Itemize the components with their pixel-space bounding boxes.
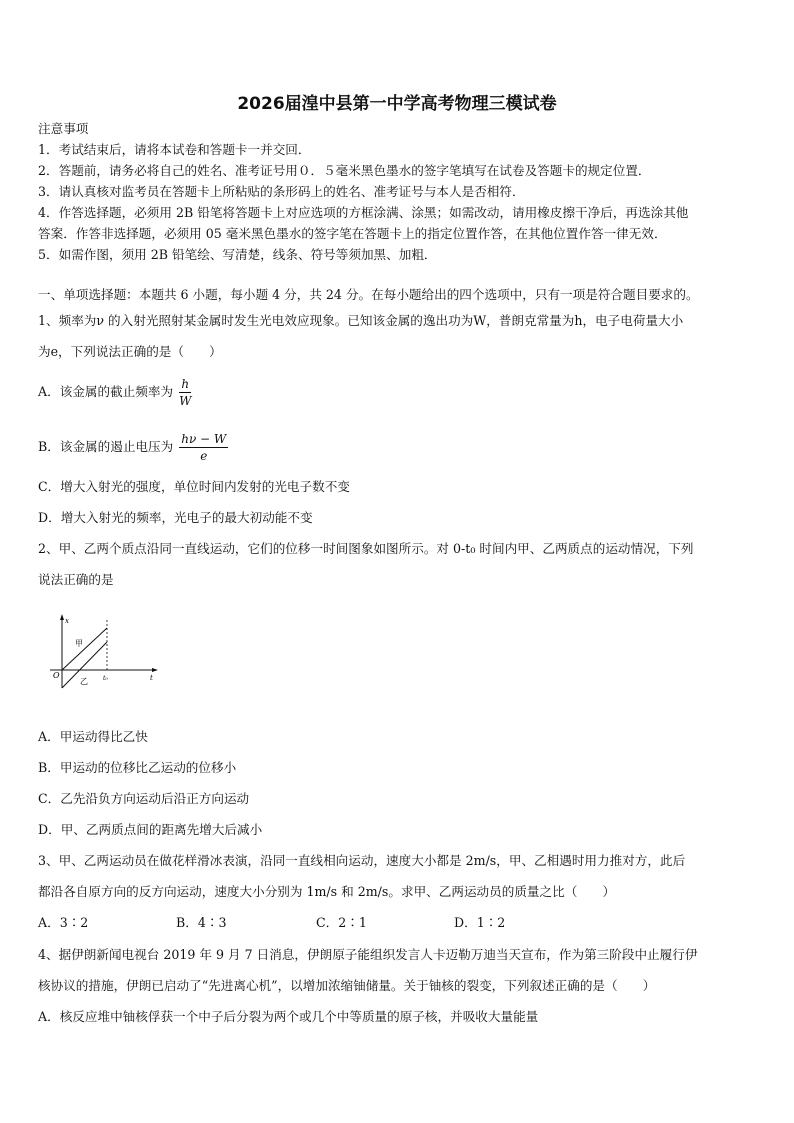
question-3-option-d: D．1∶2 [454, 915, 506, 930]
question-1-option-c: C．增大入射光的强度，单位时间内发射的光电子数不变 [38, 479, 350, 494]
fraction [179, 377, 191, 408]
position-time-graph [40, 612, 160, 692]
notice-item: 4．作答选择题，必须用 2B 铅笔将答题卡上对应选项的方框涂满、涂黑；如需改动，请用橡皮擦干净后，再选涂其他 [38, 205, 689, 220]
question-2-option-d: D．甲、乙两质点间的距离先增大后减小 [38, 822, 263, 837]
notice-heading: 注意事项 [38, 121, 89, 136]
question-3-option-a: A．3∶2 [38, 915, 89, 930]
y-axis-arrow [60, 614, 64, 620]
fraction-numerator: hν − W [181, 432, 227, 446]
fraction-denominator: e [200, 449, 208, 463]
question-3-option-c: C．2∶1 [316, 915, 367, 930]
origin-label: O [53, 671, 60, 680]
question-1-option-b [38, 432, 228, 463]
question-4-stem-cont: 核协议的措施，伊朗已启动了“先进离心机”，以增加浓缩铀储量。关于铀核的裂变，下列叙述正确的是（ ） [38, 978, 656, 993]
option-text: A．该金属的截止频率为 [38, 384, 174, 399]
notice-item: 5．如需作图，须用 2B 铅笔绘、写清楚，线条、符号等须加黑、加粗． [38, 247, 437, 262]
notice-item: 答案．作答非选择题，必须用 05 毫米黑色墨水的签字笔在答题卡上的指定位置作答，在其他位置作答一律无效． [38, 226, 667, 241]
page-title: 2026届湟中县第一中学高考物理三模试卷 [237, 94, 557, 114]
fraction-denominator: W [179, 394, 192, 408]
option-text: B．该金属的遏止电压为 [38, 439, 174, 454]
line-yi-label: 乙 [80, 677, 88, 686]
t0-label: t₀ [103, 675, 108, 682]
question-1-stem: 1、频率为ν 的入射光照射某金属时发生光电效应现象。已知该金属的逸出功为W，普朗克常量为h，电子电荷量大小 [38, 313, 684, 328]
question-2-option-c: C．乙先沿负方向运动后沿正方向运动 [38, 791, 250, 806]
question-3-option-b: B．4∶3 [176, 915, 227, 930]
question-3-stem: 3、甲、乙两运动员在做花样滑冰表演，沿同一直线相向运动，速度大小都是 2m/s，甲、乙相遇时用力推对方，此后 [38, 853, 686, 868]
question-2-option-a: A．甲运动得比乙快 [38, 729, 148, 744]
fraction [179, 432, 228, 463]
notice-item: 3．请认真核对监考员在答题卡上所粘贴的条形码上的姓名、准考证号与本人是否相符． [38, 184, 525, 199]
question-1-option-a [38, 377, 191, 408]
question-2-stem: 2、甲、乙两个质点沿同一直线运动，它们的位移一时间图象如图所示。对 0-t₀ 时间内甲、乙两质点的运动情况，下列 [38, 541, 694, 556]
question-2-stem-cont: 说法正确的是 [38, 572, 114, 587]
notice-item: 1．考试结束后，请将本试卷和答题卡一并交回． [38, 142, 311, 157]
question-1-stem-cont: 为e，下列说法正确的是（ ） [38, 344, 222, 359]
notice-item: 2．答题前，请务必将自己的姓名、准考证号用０．５毫米黑色墨水的签字笔填写在试卷及答题卡的规定位置． [38, 163, 651, 178]
x-axis-label: t [150, 674, 153, 682]
question-2-option-b: B．甲运动的位移比乙运动的位移小 [38, 760, 237, 775]
question-4-stem: 4、据伊朗新闻电视台 2019 年 9 月 7 日消息，伊朗原子能组织发言人卡迈勒万迪当天宣布，作为第三阶段中止履行伊 [38, 947, 698, 962]
fraction-numerator: h [179, 377, 191, 393]
line-jia-label: 甲 [75, 639, 83, 648]
y-axis-label: x [65, 617, 69, 625]
section-heading: 一、单项选择题：本题共 6 小题，每小题 4 分，共 24 分。在每小题给出的四个选项中，只有一项是符合题目要求的。 [38, 287, 699, 302]
question-1-option-d: D．增大入射光的频率，光电子的最大初动能不变 [38, 510, 313, 525]
question-3-stem-cont: 都沿各自原方向的反方向运动，速度大小分别为 1m/s 和 2m/s。求甲、乙两运动员的质量之比（ ） [38, 884, 616, 899]
question-3-options [38, 915, 505, 931]
question-4-option-a: A．核反应堆中铀核俘获一个中子后分裂为两个或几个中等质量的原子核，并吸收大量能量 [38, 1009, 539, 1024]
x-axis-arrow [152, 668, 158, 672]
